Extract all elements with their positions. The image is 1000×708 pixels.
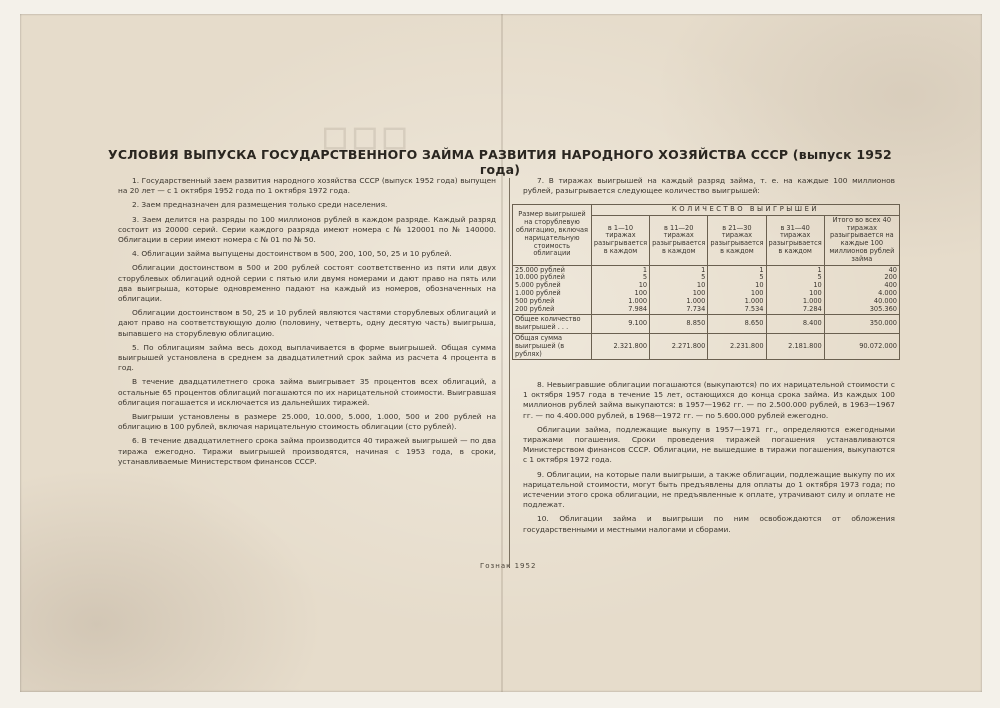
cell-value: 40 [888,265,897,274]
col-header-2: в 11—20 тиражах разыгрывается в каждом [650,215,708,265]
clause-8: 8. Невыигравшие облигации погашаются (выкупаются) по их нарицательной стоимости с 1 октября 1957 года в течение 15 лет, остающихся до конца срока займа. Из каждых 100 миллионов рублей займа выкупаются: в 1957—1962 гг. — по 2.500.000 рублей, в 1963—1967 гг. — по 4.400.000 рублей, в 1968—1972 гг. — по 5.600.000 рублей ежегодно. [523,380,895,420]
cell-value: 10 [755,281,764,290]
cell-value: 1 [817,265,822,274]
printer-imprint: Гознак 1952 [480,562,537,570]
clause-8-detail: Облигации займа, подлежащие выкупу в 1957—1971 гг., определяются ежегодными тиражами погашения. Сроки проведения тиражей погашения устанавливаются Министерством финансов СССР. Облигации, не вышедшие в тиражи погашения, выкупаются с 1 октября 1972 года. [523,424,895,465]
cell-value: 1 [759,265,764,274]
prize-label: 500 рублей [515,296,555,305]
col-header-4: в 31—40 тиражах разыгрывается в каждом [766,215,824,265]
cell-value: 7.984 [628,304,648,313]
cell-value: 1 [701,265,706,274]
total-sum-label: Общая сумма выигрышей (в рублях) [513,333,592,359]
clause-5: 5. По облигациям займа весь доход выплачивается в форме выигрышей. Общая сумма выигрышей установлена в среднем за двадцатилетний срок займа из расчета 4 процента в год. [118,342,496,373]
clause-9: 9. Облигации, на которые пали выигрыши, а также облигации, подлежащие выкупу по их нарицательной стоимости, могут быть предъявлены для оплаты до 1 октября 1973 года; по истечении этого срока облигации, не предъявленные к оплате, утрачивают силу и оплате не подлежат. [523,469,895,510]
clause-3: 3. Заем делится на разряды по 100 миллионов рублей в каждом разряде. Каждый разряд состоит из 20000 серий. Серии каждого разряда имеют номера с № 120001 по № 140000. Облигации в серии имеют номера с № 01 по № 50. [118,214,496,245]
cell-value: 350.000 [824,315,899,334]
cell-value: 7.534 [744,304,764,313]
col-4-values [766,265,824,315]
table-row-total-sum [513,333,900,359]
prize-label: 200 рублей [515,304,555,313]
prize-label: 10.000 рублей [515,273,565,282]
prize-size-header: Размер выигрышей на сторублевую облигацию, включая нарицательную стоимость облигации [513,205,592,266]
cell-value: 90.072.000 [824,333,899,359]
cell-value: 8.650 [708,315,766,334]
cell-value: 305.360 [869,304,897,313]
cell-value: 4.000 [878,288,897,297]
document-title: УСЛОВИЯ ВЫПУСКА ГОСУДАРСТВЕННОГО ЗАЙМА РАЗВИТИЯ НАРОДНОГО ХОЗЯЙСТВА СССР (выпуск 1952 года) [108,147,892,177]
cell-value: 100 [692,288,706,297]
prize-table [512,204,900,360]
cell-value: 100 [750,288,764,297]
cell-value: 2.271.800 [650,333,708,359]
cell-value: 10 [813,281,822,290]
clause-2: 2. Заем предназначен для размещения только среди населения. [132,200,388,210]
cell-value: 10 [638,281,648,290]
cell-value: 9.100 [591,315,649,334]
prize-count-group-header: КОЛИЧЕСТВО ВЫИГРЫШЕЙ [591,205,899,216]
cell-value: 7.734 [686,304,706,313]
ghost-print-mark: ▫▫▫ [320,110,410,161]
col-3-values [708,265,766,315]
cell-value: 400 [884,281,897,290]
clause-1: 1. Государственный заем развития народного хозяйства СССР (выпуск 1952 года) выпущен на 20 лет — с 1 октября 1952 года по 1 октября 1972 года. [118,176,496,196]
col-header-1: в 1—10 тиражах разыгрывается в каждом [591,215,649,265]
total-count-label: Общее количество выигрышей . . . [513,315,592,334]
cell-value: 40.000 [873,296,897,305]
cell-value: 5 [817,273,822,282]
cell-value: 200 [884,273,897,282]
cell-value: 1.000 [744,296,764,305]
col-header-5: Итого во всех 40 тиражах разыгрывается на каждые 100 миллионов рублей займа [824,215,899,265]
clause-4-detail-1: Облигации достоинством в 500 и 200 рублей состоят соответственно из пяти или двух сторублевых облигаций одной серии с пятью или двумя номерами и дают право на пять или два выигрыша, которые одновременно падают на каждый из номеров, обозначенных на облигации. [118,263,496,304]
cell-value: 5 [759,273,764,282]
table-row [513,265,900,315]
cell-value: 5 [701,273,706,282]
col-header-3: в 21—30 тиражах разыгрывается в каждом [708,215,766,265]
prize-label: 5.000 рублей [515,281,561,290]
clause-4: 4. Облигации займа выпущены достоинством в 500, 200, 100, 50, 25 и 10 рублей. [132,249,452,259]
right-column-intro [523,176,895,200]
col-5-values [824,265,899,315]
cell-value: 1.000 [686,296,706,305]
cell-value: 7.284 [802,304,822,313]
right-column-clauses [523,380,895,539]
left-column [118,176,496,471]
cell-value: 1.000 [628,296,648,305]
fold-crease [501,14,503,692]
cell-value: 8.850 [650,315,708,334]
col-1-values [591,265,649,315]
cell-value: 10 [696,281,706,290]
clause-6: 6. В течение двадцатилетнего срока займа производится 40 тиражей выигрышей — по два тиража ежегодно. Тиражи выигрышей производятся, начиная с 1953 года, в сроки, устанавливаемые Министерством финансов СССР. [118,436,496,466]
cell-value: 8.400 [766,315,824,334]
cell-value: 100 [634,288,648,297]
cell-value: 2.181.800 [766,333,824,359]
col-2-values [650,265,708,315]
prize-label: 25.000 рублей [515,265,565,274]
clause-10: 10. Облигации займа и выигрыши по ним освобождаются от обложения государственными и местными налогами и сборами. [523,514,895,534]
prize-labels-cell [513,265,592,315]
column-divider [509,178,510,568]
clause-5-detail-2: Выигрыши установлены в размере 25.000, 10.000, 5.000, 1.000, 500 и 200 рублей на облигацию в 100 рублей, включая нарицательную стоимость облигации (сто рублей). [118,412,496,432]
cell-value: 100 [809,288,822,297]
cell-value: 1 [642,265,648,274]
clause-4-detail-2: Облигации достоинством в 50, 25 и 10 рублей являются частями сторублевых облигаций и дают право на соответствующую долю (половину, четверть, одну десятую часть) выигрыша, выпавшего на сторублевую облигацию. [118,308,496,338]
cell-value: 2.231.800 [708,333,766,359]
cell-value: 2.321.800 [591,333,649,359]
cell-value: 5 [642,273,648,282]
clause-7: 7. В тиражах выигрышей на каждый разряд займа, т. е. на каждые 100 миллионов рублей, разыгрывается следующее количество выигрышей: [523,176,895,196]
table-row-total-count [513,315,900,334]
cell-value: 1.000 [802,296,822,305]
clause-5-detail-1: В течение двадцатилетнего срока займа выигрывает 35 процентов всех облигаций, а остальные 65 процентов облигаций погашаются по их нарицательной стоимости. Выигравшая облигация погашается и исключается из дальнейших тиражей. [118,377,496,407]
prize-label: 1.000 рублей [515,288,561,297]
